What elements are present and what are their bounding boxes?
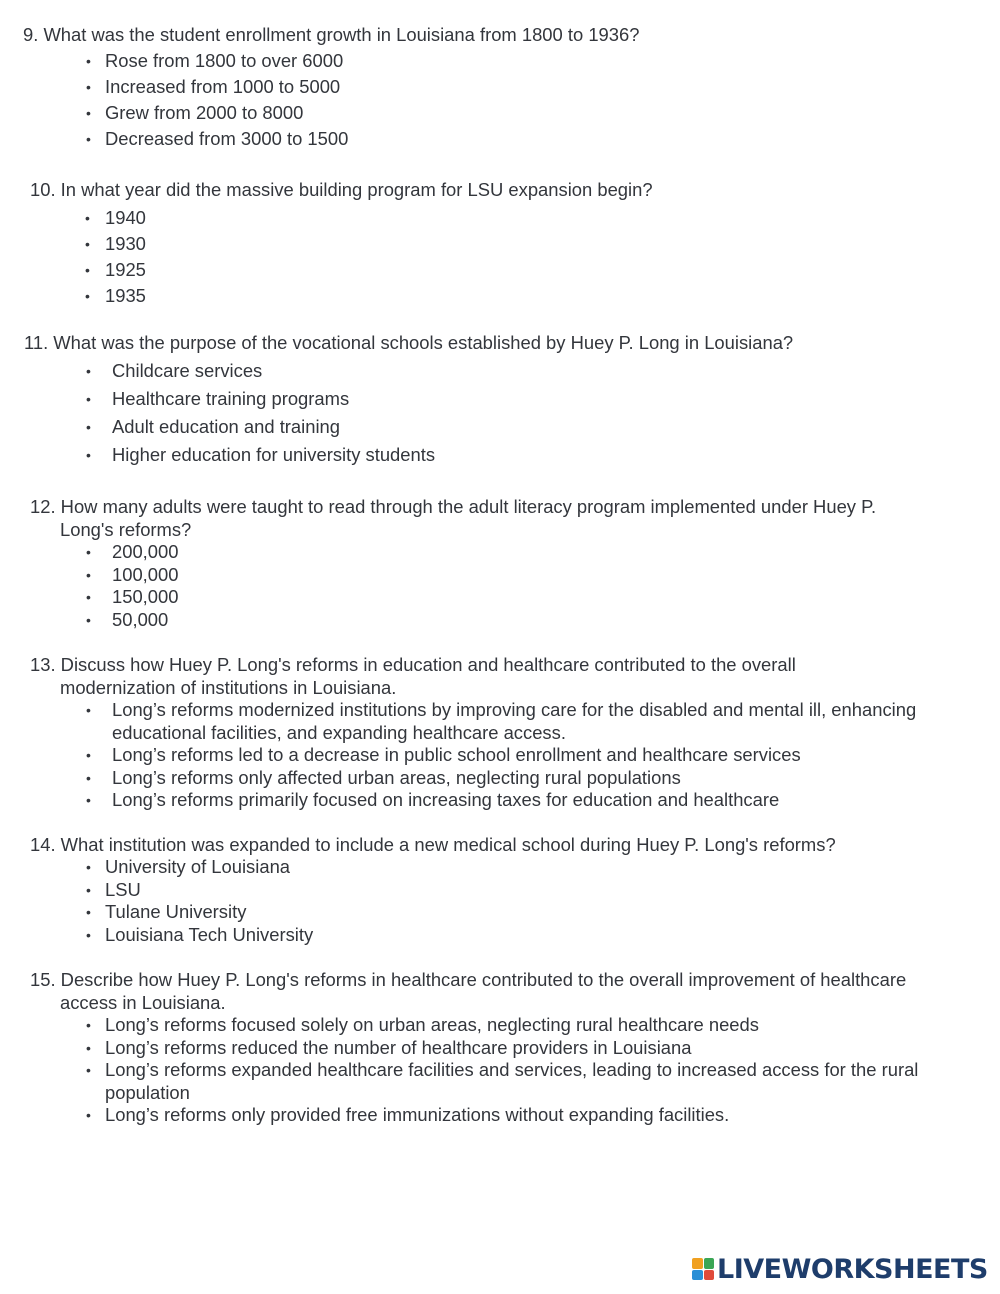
option[interactable]: • 200,000	[86, 541, 179, 562]
option[interactable]: • 50,000	[86, 609, 169, 631]
option[interactable]: • 1940	[0, 205, 1000, 231]
bullet-icon: •	[86, 131, 91, 147]
logo-text: LIVEWORKSHEETS	[717, 1253, 988, 1285]
bullet-icon: •	[86, 747, 91, 763]
bullet-icon: •	[85, 236, 90, 252]
bullet-icon: •	[86, 1062, 91, 1078]
bullet-icon: •	[86, 544, 91, 560]
option[interactable]: • Long’s reforms reduced the number of healthcare providers in Louisiana	[86, 1036, 692, 1058]
option[interactable]: • Higher education for university students	[0, 441, 1000, 469]
bullet-icon: •	[86, 859, 91, 875]
option[interactable]: • Increased from 1000 to 5000	[0, 74, 1000, 100]
option[interactable]: • 150,000	[86, 586, 179, 608]
question-10-text: 10. In what year did the massive building program for LSU expansion begin?	[30, 179, 653, 200]
question-9	[0, 23, 1000, 152]
liveworksheets-logo[interactable]	[692, 1254, 988, 1284]
question-11-options	[0, 357, 1000, 469]
option[interactable]: • 1925	[0, 257, 1000, 283]
option[interactable]: • Childcare services	[0, 357, 1000, 385]
option[interactable]: • University of Louisiana	[86, 856, 291, 877]
option[interactable]: • Long’s reforms primarily focused on increasing taxes for education and healthcare	[86, 789, 780, 810]
option[interactable]: • 1930	[0, 231, 1000, 257]
question-14-text: 14. What institution was expanded to include a new medical school during Huey P. Long's reforms?	[30, 834, 836, 855]
option[interactable]: • Grew from 2000 to 8000	[0, 100, 1000, 126]
question-12	[0, 495, 1000, 632]
bullet-icon: •	[86, 1039, 91, 1056]
question-14	[0, 833, 1000, 947]
bullet-icon: •	[86, 566, 91, 583]
bullet-icon: •	[85, 262, 90, 278]
bullet-icon: •	[86, 792, 91, 808]
option[interactable]: • Long’s reforms expanded healthcare facilities and services, leading to increased access for the rural population	[86, 1059, 919, 1103]
option[interactable]: • Tulane University	[86, 901, 247, 923]
question-13	[0, 653, 1000, 812]
question-12-options	[0, 541, 1000, 632]
option[interactable]: • 1935	[0, 283, 1000, 309]
question-14-options	[0, 856, 1000, 947]
option[interactable]: • Decreased from 3000 to 1500	[0, 126, 1000, 152]
option[interactable]: • LSU	[86, 878, 141, 900]
option[interactable]: • 100,000	[86, 563, 179, 585]
bullet-icon: •	[86, 904, 91, 921]
bullet-icon: •	[86, 79, 91, 95]
question-13-text: 13. Discuss how Huey P. Long's reforms in education and healthcare contributed to the overall modernization of institutions in Louisiana.	[30, 654, 796, 698]
question-12-text: 12. How many adults were taught to read through the adult literacy program implemented under Huey P. Long's reforms?	[30, 496, 877, 540]
question-11	[0, 331, 1000, 469]
bullet-icon: •	[86, 53, 91, 69]
bullet-icon: •	[85, 210, 90, 226]
option[interactable]: • Long’s reforms only affected urban areas, neglecting rural populations	[86, 766, 681, 788]
bullet-icon: •	[86, 769, 91, 786]
option[interactable]: • Long’s reforms focused solely on urban areas, neglecting rural healthcare needs	[86, 1014, 759, 1035]
liveworksheets-logo-icon	[692, 1258, 714, 1280]
question-15-text: 15. Describe how Huey P. Long's reforms in healthcare contributed to the overall improvement of healthcare access in Louisiana.	[30, 969, 907, 1013]
option[interactable]: • Louisiana Tech University	[86, 924, 314, 946]
question-9-text: 9. What was the student enrollment growth in Louisiana from 1800 to 1936?	[23, 24, 640, 45]
bullet-icon: •	[86, 1017, 91, 1033]
bullet-icon: •	[86, 612, 91, 629]
question-13-options	[0, 699, 1000, 812]
bullet-icon: •	[86, 1107, 91, 1123]
bullet-icon: •	[86, 105, 91, 121]
bullet-icon: •	[86, 927, 91, 944]
bullet-icon: •	[86, 881, 91, 898]
bullet-icon: •	[85, 288, 90, 304]
option[interactable]: • Long’s reforms only provided free immunizations without expanding facilities.	[86, 1104, 730, 1125]
bullet-icon: •	[86, 391, 91, 407]
question-11-text: 11. What was the purpose of the vocational schools established by Huey P. Long in Louisiana?	[24, 332, 794, 353]
option[interactable]: • Adult education and training	[0, 413, 1000, 441]
option[interactable]: • Healthcare training programs	[0, 385, 1000, 413]
question-9-options	[0, 48, 1000, 152]
option[interactable]: • Long’s reforms led to a decrease in public school enrollment and healthcare services	[86, 744, 801, 765]
question-10	[0, 178, 1000, 309]
bullet-icon: •	[86, 419, 91, 435]
bullet-icon: •	[86, 447, 91, 463]
option[interactable]: • Rose from 1800 to over 6000	[0, 48, 1000, 74]
question-10-options	[0, 205, 1000, 309]
option[interactable]: • Long’s reforms modernized institutions by improving care for the disabled and mental ill, enhancing educational facilities, and expanding healthcare access.	[86, 699, 917, 743]
bullet-icon: •	[86, 702, 91, 718]
question-15-options	[0, 1014, 1000, 1127]
bullet-icon: •	[86, 589, 91, 606]
question-15	[0, 968, 1000, 1127]
bullet-icon: •	[86, 363, 91, 379]
